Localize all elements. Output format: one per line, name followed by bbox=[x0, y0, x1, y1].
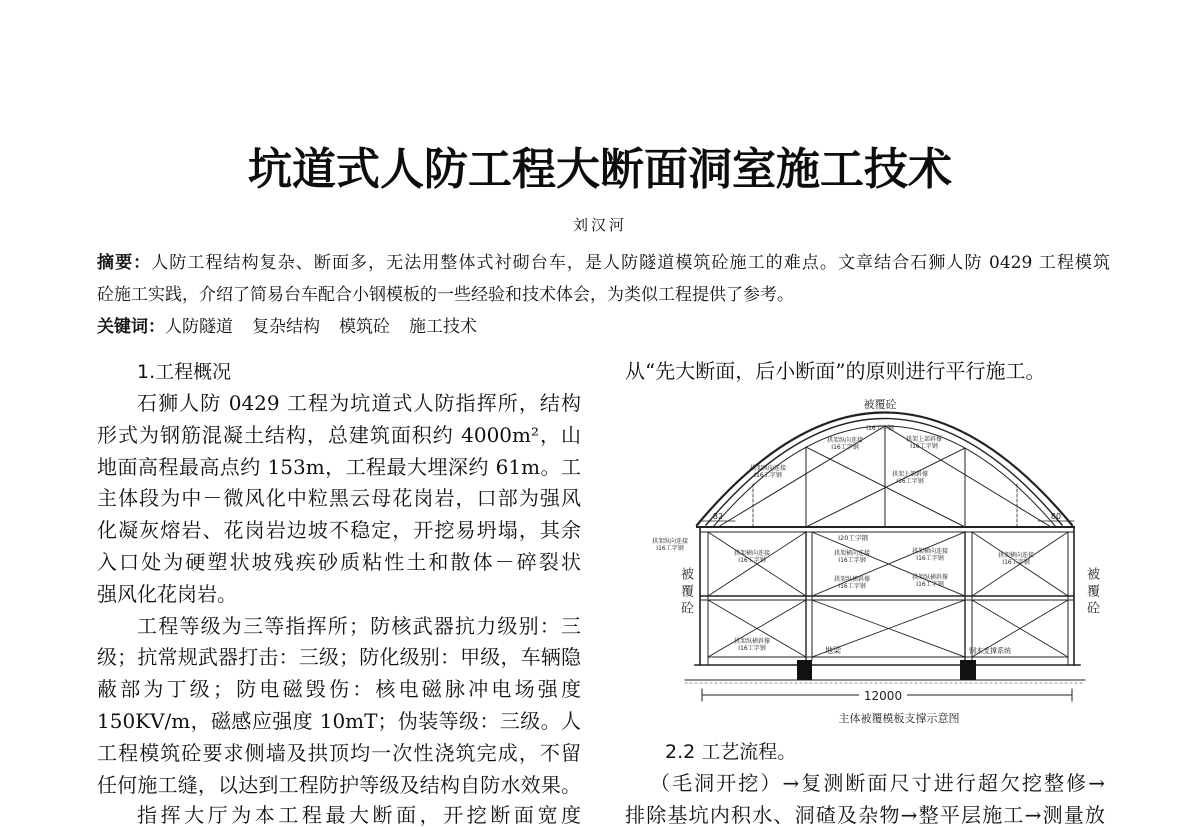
right-cover-label: 被覆砼 bbox=[1084, 567, 1099, 618]
keyword: 模筑砼 bbox=[339, 317, 390, 337]
ground-beam-block bbox=[960, 660, 976, 680]
section-heading: 2.2 工艺流程。 bbox=[665, 741, 797, 763]
member-spec: I16工字钢 bbox=[1002, 559, 1030, 566]
left-cover-label: 被覆砼 bbox=[678, 567, 693, 618]
right-column-section bbox=[625, 736, 1105, 826]
body-line: （毛洞开挖）→复测断面尺寸进行超欠挖整修→ bbox=[650, 771, 1105, 795]
abstract-line: 砼施工实践，介绍了简易台车配合小钢模板的一些经验和技术体会，为类似工程提供了参考。 bbox=[97, 285, 794, 305]
member-spec: I16工字钢 bbox=[838, 583, 866, 590]
abstract-block bbox=[97, 247, 1110, 343]
member-spec: I16工字钢 bbox=[916, 555, 944, 562]
right-column-intro bbox=[625, 356, 1105, 388]
body-line: 工程等级为三等指挥所；防核武器抗力级别：三 bbox=[137, 613, 581, 638]
body-line: 形式为钢筋混凝土结构，总建筑面积约 4000m²，山 bbox=[97, 422, 581, 447]
support-diagram-svg bbox=[640, 395, 1110, 730]
keywords-label: 关键词： bbox=[97, 317, 165, 337]
top-cover-label: 被覆砼 bbox=[863, 398, 897, 411]
member-label: 拱架横向连接 bbox=[833, 550, 871, 557]
paper-title: 坑道式人防工程大断面洞室施工技术 bbox=[248, 144, 952, 195]
member-label: 拱架纵横斜撑 bbox=[911, 574, 949, 581]
body-line: 石狮人防 0429 工程为坑道式人防指挥所，结构 bbox=[137, 391, 581, 415]
member-label: 拱架上部斜撑 bbox=[891, 471, 929, 478]
body-line: 工程模筑砼要求侧墙及拱顶均一次性浇筑完成，不留 bbox=[97, 740, 581, 765]
member-spec: I16工字钢 bbox=[896, 478, 924, 485]
abstract-line bbox=[97, 247, 1110, 279]
beam-label: I20工字钢 bbox=[838, 534, 868, 542]
keyword: 施工技术 bbox=[409, 317, 477, 337]
body-line: 排除基坑内积水、洞碴及杂物→整平层施工→测量放 bbox=[625, 804, 1105, 826]
span-dimension-label: 12000 bbox=[863, 689, 903, 703]
ground-beam-block bbox=[797, 660, 812, 680]
member-label: 拱架纵向连接 bbox=[651, 538, 689, 545]
member-spec: I16工字钢 bbox=[656, 545, 684, 552]
section-heading: 1.工程概况 bbox=[137, 361, 232, 383]
member-label: 拱架横向连接 bbox=[733, 550, 771, 557]
support-system-label: 钢木支撑系统 bbox=[969, 647, 1011, 655]
member-spec: I16工字钢 bbox=[754, 472, 782, 479]
member-label: 拱架纵向连接 bbox=[826, 437, 864, 444]
author-name: 刘汉河 bbox=[572, 216, 627, 234]
abstract-text: 人防工程结构复杂、断面多，无法用整体式衬砌台车，是人防隧道模筑砼施工的难点。文章结合石狮人防 0429 工程模筑 bbox=[151, 253, 1110, 273]
keywords-line bbox=[97, 311, 1110, 343]
keyword: 复杂结构 bbox=[252, 317, 320, 337]
member-spec: I16工字钢 bbox=[831, 444, 859, 451]
left-column bbox=[97, 356, 581, 826]
dim-left-value: 82 bbox=[712, 512, 724, 521]
member-spec: I16工字钢 bbox=[738, 645, 766, 652]
body-line: 化凝灰熔岩、花岗岩边坡不稳定，开挖易坍塌，其余 bbox=[97, 518, 581, 543]
support-diagram bbox=[640, 395, 1110, 730]
body-line: 蔽部为丁级；防电磁毁伤：核电磁脉冲电场强度 bbox=[97, 677, 581, 702]
member-label: 拱架纵横斜撑 bbox=[733, 638, 771, 645]
body-line: 强风化花岗岩。 bbox=[97, 581, 237, 606]
body-line: 地面高程最高点约 153m，工程最大埋深约 61m。工 bbox=[97, 454, 581, 479]
body-line: 主体段为中－微风化中粒黑云母花岗岩，口部为强风 bbox=[97, 486, 581, 511]
apex-member-label: I16工字钢 bbox=[866, 425, 894, 432]
member-label: 拱架纵横斜撑 bbox=[833, 576, 871, 583]
member-label: 拱架横向连接 bbox=[997, 552, 1035, 559]
abstract-label: 摘要： bbox=[97, 253, 152, 273]
body-line: 从“先大断面，后小断面”的原则进行平行施工。 bbox=[625, 359, 1046, 383]
keyword: 人防隧道 bbox=[165, 317, 233, 337]
member-label: 拱架上部斜撑 bbox=[905, 436, 943, 443]
dim-right-value: 80 bbox=[1050, 512, 1062, 521]
member-spec: I16工字钢 bbox=[838, 557, 866, 564]
body-line: 入口处为硬塑状坡残疾砂质粘性土和散体－碎裂状 bbox=[97, 549, 581, 574]
member-label: 拱架纵向连接 bbox=[749, 465, 787, 472]
figure-caption: 主体被覆模板支撑示意图 bbox=[838, 712, 960, 725]
body-line: 150KV/m，磁感应强度 10mT；伪装等级：三级。人 bbox=[97, 708, 581, 733]
body-line: 任何施工缝，以达到工程防护等级及结构自防水效果。 bbox=[97, 772, 581, 797]
ground-beam-label: 地梁 bbox=[825, 646, 841, 655]
member-spec: I16工字钢 bbox=[738, 557, 766, 564]
member-label: 拱架横向连接 bbox=[911, 548, 949, 555]
body-line: 指挥大厅为本工程最大断面，开挖断面宽度 bbox=[137, 805, 581, 827]
member-spec: I16工字钢 bbox=[916, 581, 944, 588]
body-line: 级；抗常规武器打击：三级；防化级别：甲级，车辆隐 bbox=[97, 645, 581, 670]
member-spec: I16工字钢 bbox=[910, 443, 938, 450]
